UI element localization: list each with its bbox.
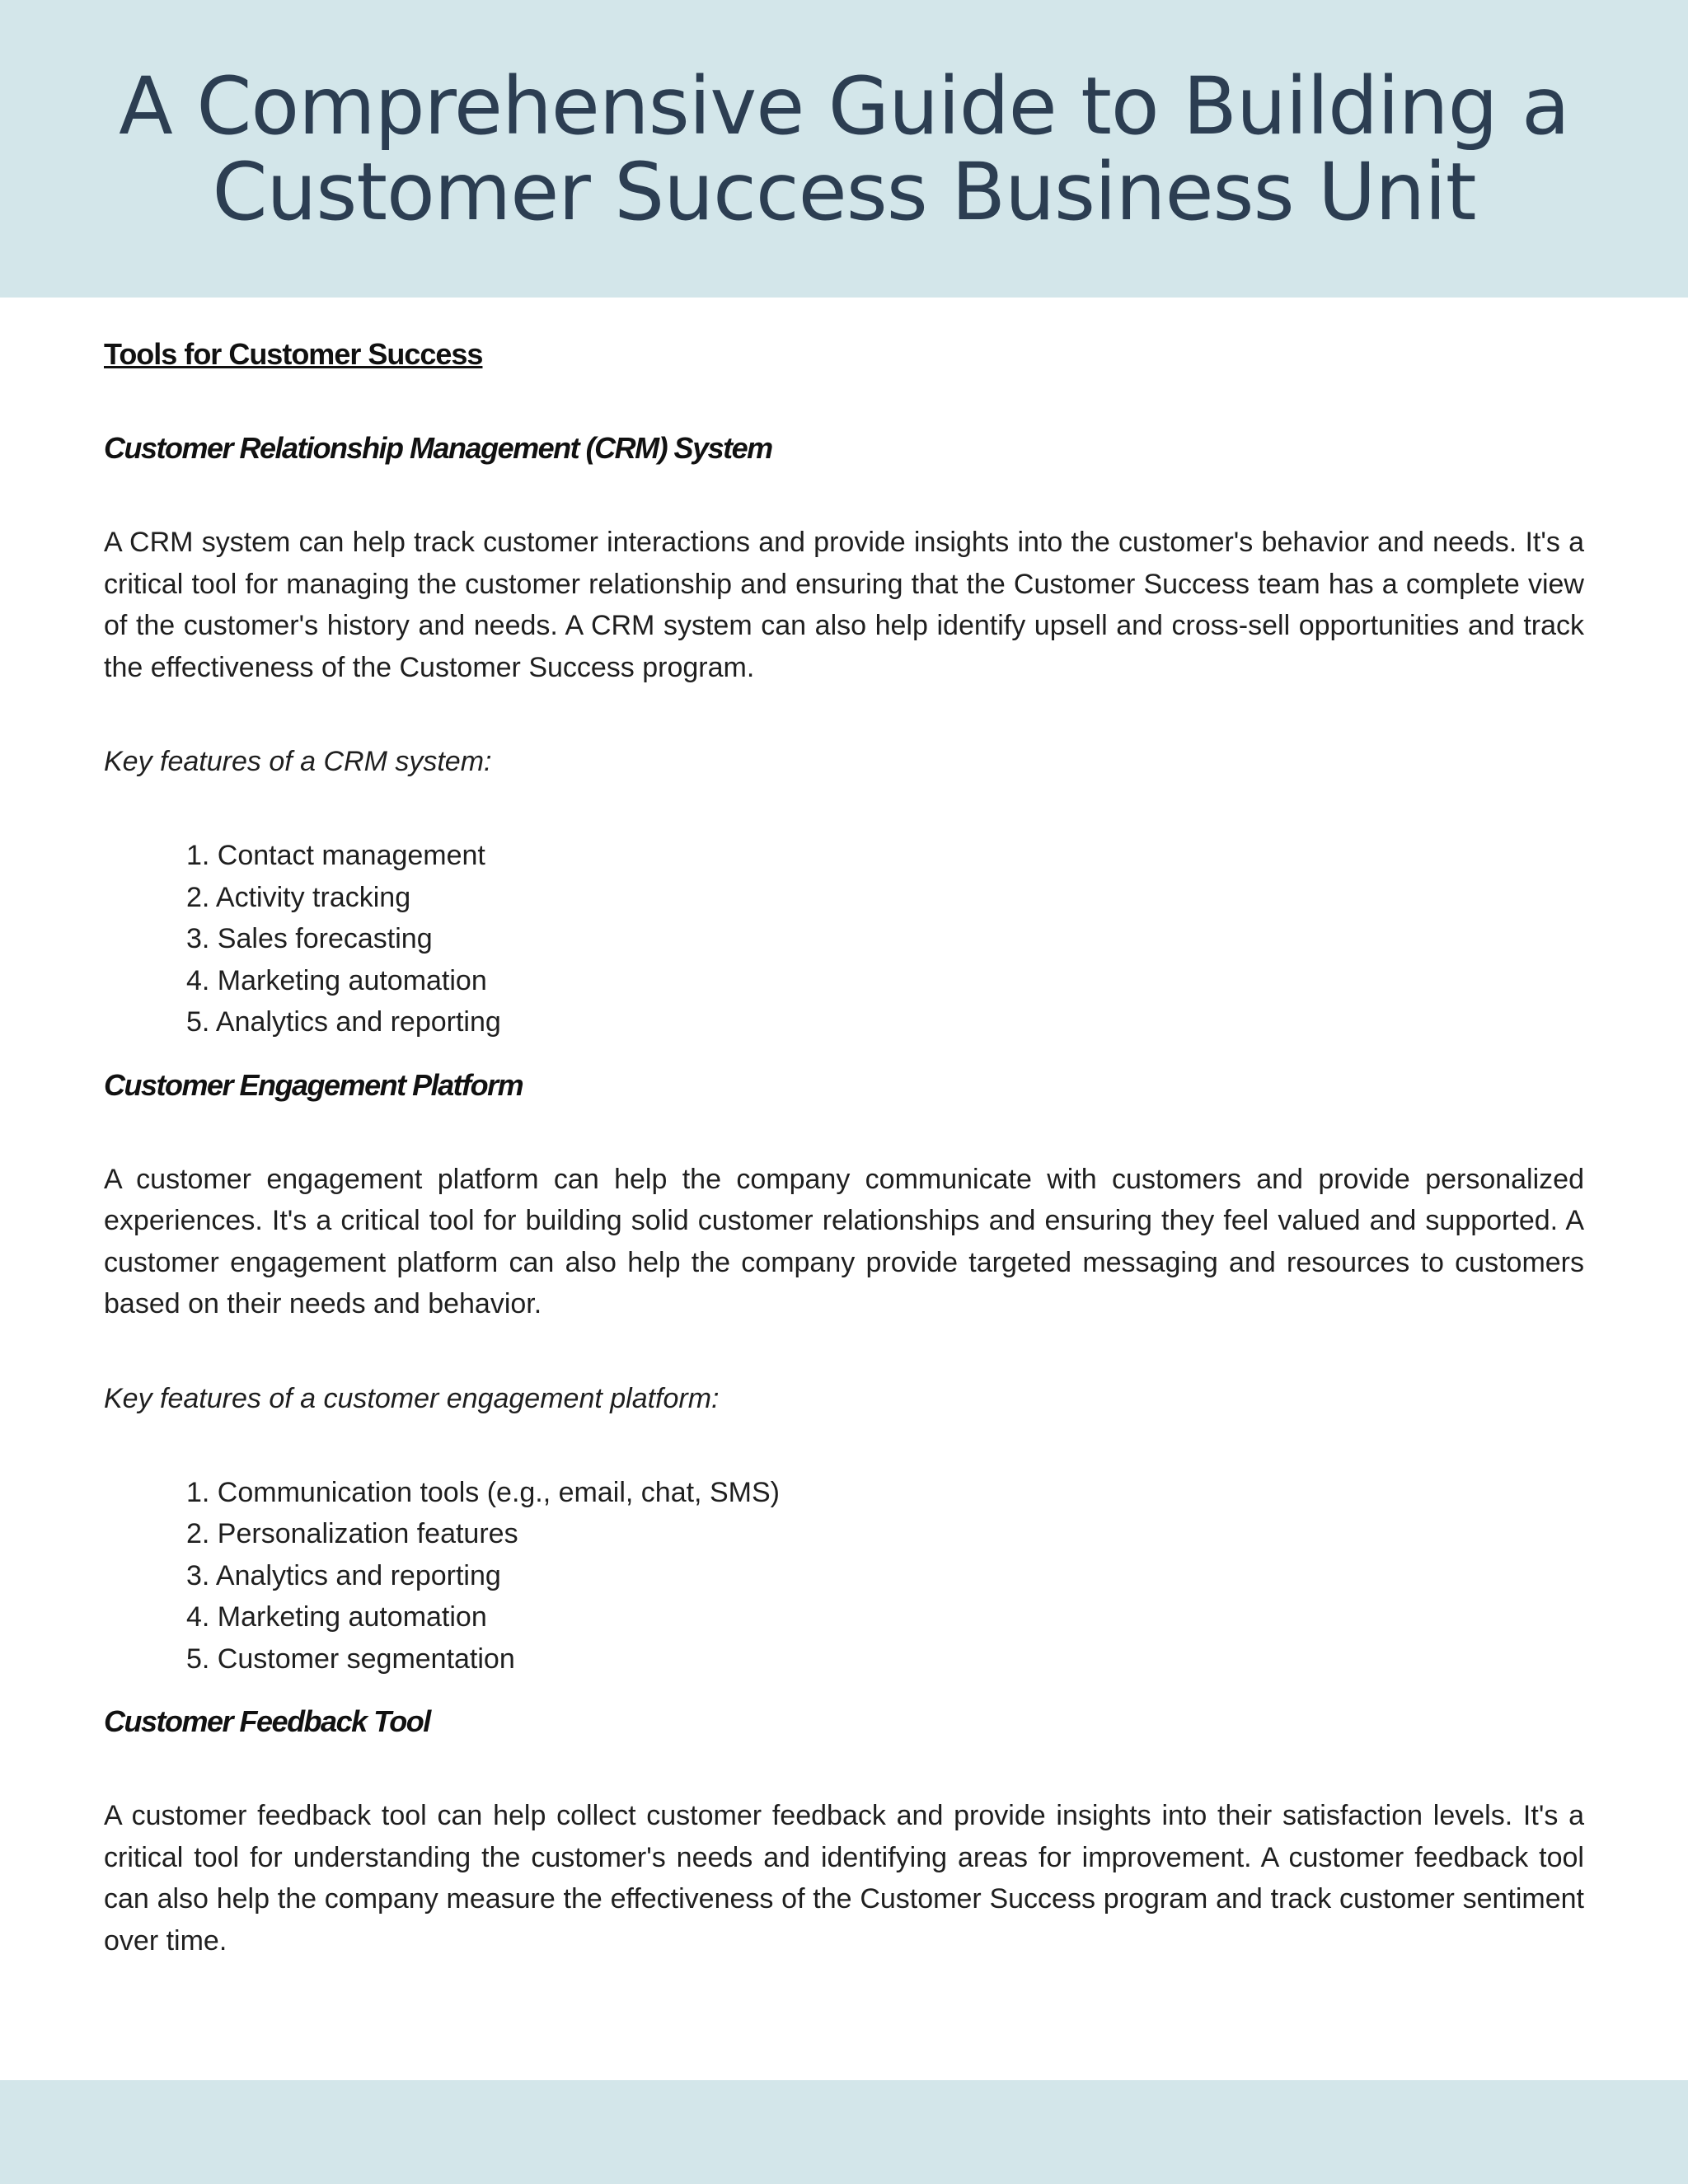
crm-heading: Customer Relationship Management (CRM) System [104,431,772,465]
list-item: 5. Analytics and reporting [186,1006,501,1038]
page-title: A Comprehensive Guide to Building a Customer Success Business Unit [119,59,1569,238]
header-band [0,0,1688,298]
list-item: 4. Marketing automation [186,1601,487,1633]
section-heading: Tools for Customer Success [104,337,483,371]
list-item: 3. Sales forecasting [186,923,433,954]
engagement-feature-list [104,1472,1584,1680]
document-body [104,334,1584,2014]
engagement-section [104,1065,1584,1680]
engagement-features-label: Key features of a customer engagement platform: [104,1382,720,1414]
footer-band [0,2080,1688,2184]
list-item: 2. Activity tracking [186,881,411,913]
feedback-section [104,1701,1584,1961]
list-item: 5. Customer segmentation [186,1643,515,1675]
list-item: 2. Personalization features [186,1518,518,1549]
engagement-description: A customer engagement platform can help the company communicate with customers and provide personalized experiences. It's a critical tool for building solid customer relationships and ensuring they feel valued and supported. A customer engagement platform can also help the company provide targeted messaging and resources to customers based on their needs and behavior. [104,1163,1584,1319]
feedback-description: A customer feedback tool can help collect customer feedback and provide insights into their satisfaction levels. It's a critical tool for understanding the customer's needs and identifying areas for improvement. A customer feedback tool can also help the company measure the effectiveness of the Customer Success program and track customer sentiment over time. [104,1800,1584,1957]
crm-section [104,428,1584,1043]
list-item: 1. Communication tools (e.g., email, chat, SMS) [186,1476,780,1508]
list-item: 4. Marketing automation [186,964,487,996]
feedback-heading: Customer Feedback Tool [104,1704,430,1738]
crm-description: A CRM system can help track customer interactions and provide insights into the customer's behavior and needs. It's a critical tool for managing the customer relationship and ensuring that the Customer Success team has a complete view of the customer's history and needs. A CRM system can also help identify upsell and cross-sell opportunities and track the effectiveness of the Customer Success program. [104,527,1584,683]
engagement-heading: Customer Engagement Platform [104,1067,523,1102]
list-item: 1. Contact management [186,840,485,871]
crm-feature-list [104,835,1584,1043]
list-item: 3. Analytics and reporting [186,1559,501,1591]
crm-features-label: Key features of a CRM system: [104,746,492,777]
